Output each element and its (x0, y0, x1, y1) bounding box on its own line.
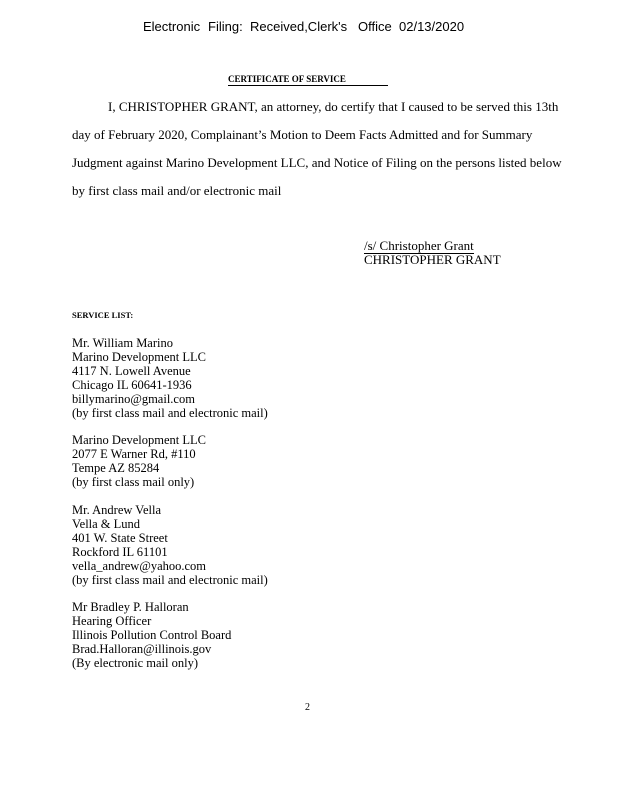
service-entry-line: Mr. William Marino (72, 336, 173, 350)
signature-text: /s/ Christopher Grant (364, 238, 474, 253)
body-line: by first class mail and/or electronic mail (72, 183, 282, 198)
filing-stamp-office: Office (358, 19, 392, 34)
body-line: day of February 2020, Complainant’s Motion to Deem Facts Admitted and for Summary (72, 127, 533, 142)
service-entry-line: Rockford IL 61101 (72, 545, 168, 559)
filing-stamp-received: Received,Clerk's (250, 19, 348, 34)
service-entry-line: Marino Development LLC (72, 350, 206, 364)
service-entry-line: 401 W. State Street (72, 531, 168, 545)
certificate-title: CERTIFICATE OF SERVICE (228, 74, 388, 86)
service-list-heading: SERVICE LIST: (72, 310, 134, 320)
service-entry-method: (by first class mail and electronic mail) (72, 573, 268, 587)
body-line: Judgment against Marino Development LLC, and Notice of Filing on the persons listed below (72, 155, 562, 170)
service-entry (72, 336, 268, 420)
service-entry-email: billymarino@gmail.com (72, 392, 195, 406)
service-entry-method: (by first class mail only) (72, 475, 195, 489)
service-entry-line: Mr Bradley P. Halloran (72, 600, 189, 614)
filing-stamp-filing: Filing: (208, 19, 243, 34)
filing-stamp-electronic: Electronic (143, 19, 201, 34)
service-entry (72, 433, 206, 489)
service-entry-line: 4117 N. Lowell Avenue (72, 364, 191, 378)
service-entry-line: Illinois Pollution Control Board (72, 628, 232, 642)
service-entry-email: Brad.Halloran@illinois.gov (72, 642, 212, 656)
signature-name: CHRISTOPHER GRANT (364, 252, 501, 267)
service-entry-email: vella_andrew@yahoo.com (72, 559, 207, 573)
service-entry (72, 600, 231, 670)
service-entry-method: (by first class mail and electronic mail) (72, 406, 268, 420)
page-number: 2 (305, 702, 310, 713)
service-entry-line: Marino Development LLC (72, 433, 206, 447)
body-line: I, CHRISTOPHER GRANT, an attorney, do certify that I caused to be served this 13th (108, 99, 559, 114)
service-entry-line: Tempe AZ 85284 (72, 461, 160, 475)
service-entry-method: (By electronic mail only) (72, 656, 199, 670)
service-entry (72, 503, 268, 587)
service-entry-line: 2077 E Warner Rd, #110 (72, 447, 196, 461)
service-entry-line: Hearing Officer (72, 614, 152, 628)
filing-stamp-date: 02/13/2020 (399, 19, 465, 34)
service-entry-line: Vella & Lund (72, 517, 141, 531)
service-entry-line: Chicago IL 60641-1936 (72, 378, 192, 392)
service-entry-line: Mr. Andrew Vella (72, 503, 161, 517)
